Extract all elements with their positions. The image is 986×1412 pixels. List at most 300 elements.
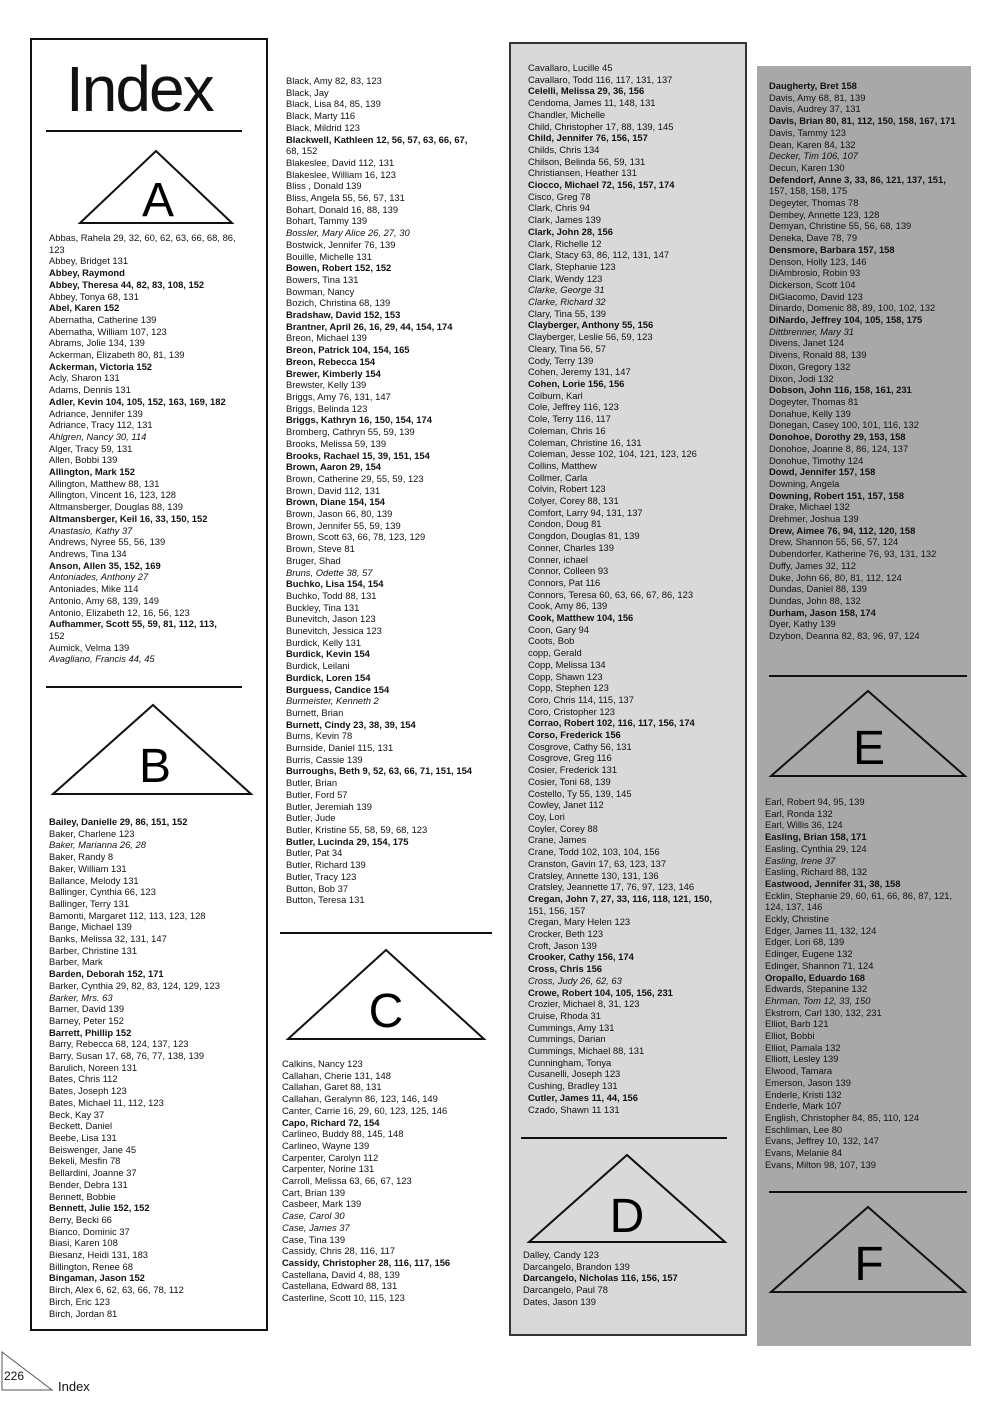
index-entry: Edger, James 11, 132, 124 bbox=[765, 924, 877, 936]
section-d-continued-entries bbox=[769, 80, 971, 642]
index-entry: Ballance, Melody 131 bbox=[49, 874, 139, 886]
index-entry: Cratsley, Jeannette 17, 76, 97, 123, 146 bbox=[528, 881, 695, 893]
index-entry: Carlineo, Buddy 88, 145, 148 bbox=[282, 1128, 404, 1140]
index-entry: Copp, Stephen 123 bbox=[528, 682, 609, 694]
index-entry: Brewer, Kimberly 154 bbox=[286, 367, 381, 379]
index-entry: Bowman, Nancy bbox=[286, 285, 355, 297]
index-entry: Coyler, Corey 88 bbox=[528, 822, 598, 834]
section-c-continued-entries bbox=[528, 62, 745, 1115]
index-entry: Evans, Melanie 84 bbox=[765, 1147, 843, 1159]
index-entry: Cosier, Toni 68, 139 bbox=[528, 775, 611, 787]
index-entry: Bowers, Tina 131 bbox=[286, 273, 359, 285]
index-entry: Brewster, Kelly 139 bbox=[286, 379, 367, 391]
index-entry: Crocker, Beth 123 bbox=[528, 928, 604, 940]
index-entry: Connor, Colleen 93 bbox=[528, 565, 609, 577]
index-entry: Bates, Chris 112 bbox=[49, 1073, 118, 1085]
section-rule-b bbox=[46, 686, 242, 688]
index-entry: Evans, Jeffrey 10, 132, 147 bbox=[765, 1135, 879, 1147]
index-entry: English, Christopher 84, 85, 110, 124 bbox=[765, 1111, 920, 1123]
index-entry: Clark, Wendy 123 bbox=[528, 272, 603, 284]
index-entry: Cross, Chris 156 bbox=[528, 963, 602, 975]
index-entry: Butler, Richard 139 bbox=[286, 859, 366, 871]
index-entry: Butler, Jude bbox=[286, 812, 336, 824]
index-entry: Brown, Jason 66, 80, 139 bbox=[286, 508, 393, 520]
index-entry: Buchko, Lisa 154, 154 bbox=[286, 578, 384, 590]
index-entry: Downing, Robert 151, 157, 158 bbox=[769, 489, 904, 501]
index-entry: Brooks, Rachael 15, 39, 151, 154 bbox=[286, 449, 430, 461]
index-entry: Buchko, Todd 88, 131 bbox=[286, 589, 377, 601]
index-entry: Deneka, Dave 78, 79 bbox=[769, 232, 858, 244]
index-entry: Dzybon, Deanna 82, 83, 96, 97, 124 bbox=[769, 630, 920, 642]
index-entry: Black, Marty 116 bbox=[286, 110, 356, 122]
section-rule-f bbox=[769, 1191, 967, 1193]
index-entry: Coro, Chris 114, 115, 137 bbox=[528, 693, 634, 705]
index-entry: Burdick, Kelly 131 bbox=[286, 636, 362, 648]
index-entry: Capo, Richard 72, 154 bbox=[282, 1116, 380, 1128]
index-entry: Elliott, Lesley 139 bbox=[765, 1053, 839, 1065]
index-entry: Child, Jennifer 76, 156, 157 bbox=[528, 132, 648, 144]
index-entry: Breon, Rebecca 154 bbox=[286, 355, 376, 367]
index-entry: Cendoma, James 11, 148, 131 bbox=[528, 97, 656, 109]
index-entry: Elwood, Tamara bbox=[765, 1065, 833, 1077]
index-entry: Edger, Lori 68, 139 bbox=[765, 936, 845, 948]
index-entry: Brown, David 112, 131 bbox=[286, 484, 381, 496]
index-entry: Enderle, Mark 107 bbox=[765, 1100, 842, 1112]
index-entry: Cook, Amy 86, 139 bbox=[528, 600, 608, 612]
index-entry: Bunevitch, Jessica 123 bbox=[286, 625, 382, 637]
index-entry: Allington, Mark 152 bbox=[49, 466, 135, 478]
index-entry: Barber, Christine 131 bbox=[49, 944, 138, 956]
index-entry: Black, Amy 82, 83, 123 bbox=[286, 75, 382, 86]
letter-a: A bbox=[141, 174, 175, 227]
index-entry: Barker, Mrs. 63 bbox=[49, 991, 113, 1003]
index-entry: Cosgrove, Greg 116 bbox=[528, 752, 612, 764]
index-entry: Butler, Brian bbox=[286, 777, 338, 789]
index-entry: Butler, Jeremiah 139 bbox=[286, 800, 372, 812]
index-entry: Dates, Jason 139 bbox=[523, 1295, 596, 1307]
index-entry: Cosier, Frederick 131 bbox=[528, 764, 618, 776]
section-c-entries bbox=[282, 1058, 502, 1304]
index-entry: Clark, Richelle 12 bbox=[528, 237, 602, 249]
index-entry: Elliot, Bobbi bbox=[765, 1030, 815, 1042]
letter-e-triangle bbox=[765, 688, 971, 784]
page-number: 226 bbox=[4, 1369, 25, 1383]
index-entry: Bliss , Donald 139 bbox=[286, 180, 362, 192]
index-entry: Cleary, Tina 56, 57 bbox=[528, 342, 606, 354]
index-entry: Bowen, Robert 152, 152 bbox=[286, 262, 392, 274]
index-entry: Bates, Joseph 123 bbox=[49, 1085, 127, 1097]
index-entry: Altmansberger, Keil 16, 33, 150, 152 bbox=[49, 512, 208, 524]
index-entry: Clary, Tina 55, 139 bbox=[528, 307, 606, 319]
index-entry: Andrews, Tina 134 bbox=[49, 547, 127, 559]
section-rule-d bbox=[521, 1137, 727, 1139]
index-entry: Crowe, Robert 104, 105, 156, 231 bbox=[528, 986, 673, 998]
index-entry: Bender, Debra 131 bbox=[49, 1178, 128, 1190]
index-entry: Butler, Pat 34 bbox=[286, 847, 343, 859]
index-entry: Beebe, Lisa 131 bbox=[49, 1131, 117, 1143]
index-entry: Cunningham, Tonya bbox=[528, 1056, 612, 1068]
index-entry: Birch, Alex 6, 62, 63, 66, 78, 112 bbox=[49, 1284, 184, 1296]
index-entry: Black, Lisa 84, 85, 139 bbox=[286, 98, 381, 110]
index-entry: Dundas, John 88, 132 bbox=[769, 594, 861, 606]
index-entry: Allen, Bobbi 139 bbox=[49, 454, 118, 466]
index-entry: Bamonti, Margaret 112, 113, 123, 128 bbox=[49, 909, 206, 921]
index-entry: Copp, Shawn 123 bbox=[528, 670, 603, 682]
letter-d: D bbox=[609, 1190, 645, 1243]
index-entry: Cole, Terry 116, 117 bbox=[528, 413, 611, 425]
index-entry: Chandler, Michelle bbox=[528, 108, 606, 120]
index-entry: Corso, Frederick 156 bbox=[528, 729, 621, 741]
index-entry: Crooker, Cathy 156, 174 bbox=[528, 951, 634, 963]
index-entry: Bekeli, Mesfin 78 bbox=[49, 1155, 121, 1167]
index-entry: Easling, Brian 158, 171 bbox=[765, 831, 867, 843]
index-entry: 123 bbox=[49, 243, 65, 255]
index-entry: Banks, Melissa 32, 131, 147 bbox=[49, 933, 167, 945]
index-entry: Crane, James bbox=[528, 834, 587, 846]
index-entry: Coy, Lori bbox=[528, 811, 565, 822]
index-entry: Colyer, Corey 88, 131 bbox=[528, 495, 619, 507]
index-entry: 157, 158, 158, 175 bbox=[769, 185, 848, 197]
index-entry: Carpenter, Carolyn 112 bbox=[282, 1151, 379, 1163]
index-entry: Ackerman, Elizabeth 80, 81, 139 bbox=[49, 349, 185, 361]
index-entry: Easling, Richard 88, 132 bbox=[765, 866, 868, 878]
index-entry: Casbeer, Mark 139 bbox=[282, 1198, 362, 1210]
index-entry: Cregan, John 7, 27, 33, 116, 118, 121, 150, bbox=[528, 892, 712, 904]
index-entry: Castellana, David 4, 88, 139 bbox=[282, 1268, 400, 1280]
index-entry: Dembey, Annette 123, 128 bbox=[769, 208, 880, 220]
index-entry: Birch, Eric 123 bbox=[49, 1295, 110, 1307]
index-entry: Allington, Matthew 88, 131 bbox=[49, 477, 160, 489]
index-entry: Cook, Matthew 104, 156 bbox=[528, 612, 634, 624]
index-entry: Altmansberger, Douglas 88, 139 bbox=[49, 501, 183, 513]
letter-b-triangle bbox=[47, 702, 257, 802]
index-entry: Carroll, Melissa 63, 66, 67, 123 bbox=[282, 1175, 412, 1187]
index-entry: Bossler, Mary Alice 26, 27, 30 bbox=[286, 227, 410, 239]
index-entry: Barrett, Phillip 152 bbox=[49, 1026, 132, 1038]
index-entry: Briggs, Kathryn 16, 150, 154, 174 bbox=[286, 414, 432, 426]
index-entry: Birch, Jordan 81 bbox=[49, 1307, 118, 1319]
index-entry: Carpenter, Norine 131 bbox=[282, 1163, 375, 1175]
index-entry: Eckly, Christine bbox=[765, 913, 829, 925]
index-entry: Collmer, Carla bbox=[528, 471, 588, 483]
section-rule-c bbox=[280, 932, 492, 934]
index-entry: Darcangelo, Nicholas 116, 156, 157 bbox=[523, 1272, 678, 1284]
index-entry: Clark, Stephanie 123 bbox=[528, 260, 616, 272]
index-entry: Decker, Tim 106, 107 bbox=[769, 150, 859, 162]
index-entry: Cosgrove, Cathy 56, 131 bbox=[528, 740, 632, 752]
index-entry: Dixon, Gregory 132 bbox=[769, 360, 851, 372]
index-entry: Callahan, Geralynn 86, 123, 146, 149 bbox=[282, 1093, 438, 1105]
index-entry: Cutler, James 11, 44, 156 bbox=[528, 1091, 638, 1103]
index-entry: Abbey, Tonya 68, 131 bbox=[49, 290, 139, 302]
index-entry: Coleman, Chris 16 bbox=[528, 424, 606, 436]
index-entry: Bruns, Odette 38, 57 bbox=[286, 566, 373, 578]
index-entry: Demyan, Christine 55, 56, 68, 139 bbox=[769, 220, 912, 232]
index-entry: Barker, Cynthia 29, 82, 83, 124, 129, 123 bbox=[49, 979, 220, 991]
index-entry: Cassidy, Christopher 28, 116, 117, 156 bbox=[282, 1256, 451, 1268]
index-entry: Darcangelo, Paul 78 bbox=[523, 1284, 608, 1296]
index-entry: Abel, Karen 152 bbox=[49, 302, 120, 314]
section-b-entries bbox=[49, 816, 266, 1319]
index-entry: Callahan, Cherie 131, 148 bbox=[282, 1069, 391, 1081]
index-entry: Antoniades, Anthony 27 bbox=[49, 571, 149, 583]
index-entry: Billington, Renee 68 bbox=[49, 1260, 133, 1272]
index-entry: Cavallaro, Todd 116, 117, 131, 137 bbox=[528, 73, 673, 85]
index-entry: Cushing, Bradley 131 bbox=[528, 1080, 618, 1092]
index-entry: Bianco, Dominic 37 bbox=[49, 1225, 130, 1237]
index-entry: Burris, Cassie 139 bbox=[286, 753, 363, 765]
index-entry: Bozich, Christina 68, 139 bbox=[286, 297, 391, 309]
index-entry: Callahan, Garet 88, 131 bbox=[282, 1081, 382, 1093]
index-entry: DiGiacomo, David 123 bbox=[769, 290, 863, 302]
index-entry: Christiansen, Heather 131 bbox=[528, 167, 637, 179]
index-entry: Baker, Marianna 26, 28 bbox=[49, 839, 146, 851]
index-entry: Cummings, Darian bbox=[528, 1033, 606, 1045]
index-entry: Allington, Vincent 16, 123, 128 bbox=[49, 489, 177, 501]
index-entry: Clayberger, Anthony 55, 156 bbox=[528, 319, 654, 331]
index-entry: Burdick, Kevin 154 bbox=[286, 648, 370, 660]
index-entry: Darcangelo, Brandon 139 bbox=[523, 1260, 630, 1272]
index-entry: Carlineo, Wayne 139 bbox=[282, 1139, 370, 1151]
index-entry: DiNardo, Jeffrey 104, 105, 158, 175 bbox=[769, 314, 923, 326]
index-entry: Bradshaw, David 152, 153 bbox=[286, 309, 401, 321]
index-entry: Ackerman, Victoria 152 bbox=[49, 360, 153, 372]
index-entry: Case, Carol 30 bbox=[282, 1210, 345, 1222]
index-entry: Calkins, Nancy 123 bbox=[282, 1058, 363, 1069]
index-entry: Elliot, Pamala 132 bbox=[765, 1041, 841, 1053]
footer-label: Index bbox=[58, 1379, 90, 1394]
index-entry: Barney, Peter 152 bbox=[49, 1014, 124, 1026]
index-entry: Crane, Todd 102, 103, 104, 156 bbox=[528, 846, 660, 858]
index-entry: Cody, Terry 139 bbox=[528, 354, 594, 366]
index-column-c-d bbox=[509, 42, 747, 1336]
index-entry: Chilson, Belinda 56, 59, 131 bbox=[528, 155, 646, 167]
letter-d-triangle bbox=[521, 1152, 733, 1252]
index-entry: Barry, Susan 17, 68, 76, 77, 138, 139 bbox=[49, 1050, 205, 1062]
index-entry: 152 bbox=[49, 629, 65, 641]
index-entry: Davis, Brian 80, 81, 112, 150, 158, 167, 171 bbox=[769, 115, 956, 127]
index-entry: Cummings, Amy 131 bbox=[528, 1021, 615, 1033]
index-entry: Clark, James 139 bbox=[528, 214, 601, 226]
index-entry: Coots, Bob bbox=[528, 635, 575, 647]
index-entry: Casterline, Scott 10, 115, 123 bbox=[282, 1292, 405, 1304]
letter-f-triangle bbox=[765, 1204, 971, 1300]
section-a-entries bbox=[49, 232, 266, 665]
index-entry: 151, 156, 157 bbox=[528, 904, 586, 916]
index-entry: Eastwood, Jennifer 31, 38, 158 bbox=[765, 877, 901, 889]
index-entry: Donegan, Casey 100, 101, 116, 132 bbox=[769, 419, 919, 431]
index-entry: Celelli, Melissa 29, 36, 156 bbox=[528, 85, 645, 97]
index-entry: Abbey, Theresa 44, 82, 83, 108, 152 bbox=[49, 278, 205, 290]
index-entry: Easling, Cynthia 29, 124 bbox=[765, 842, 867, 854]
index-entry: Cranston, Gavin 17, 63, 123, 137 bbox=[528, 857, 667, 869]
index-column-b-c bbox=[270, 55, 502, 1345]
index-entry: Drew, Shannon 55, 56, 57, 124 bbox=[769, 536, 899, 548]
index-entry: Cassidy, Chris 28, 116, 117 bbox=[282, 1245, 396, 1257]
index-entry: Defendorf, Anne 3, 33, 86, 121, 137, 151, bbox=[769, 173, 946, 185]
index-entry: Dean, Karen 84, 132 bbox=[769, 138, 856, 150]
index-entry: Childs, Chris 134 bbox=[528, 143, 600, 155]
index-entry: Aumick, Velma 139 bbox=[49, 641, 130, 653]
index-entry: Burguess, Candice 154 bbox=[286, 683, 390, 695]
index-entry: Aufhammer, Scott 55, 59, 81, 112, 113, bbox=[49, 618, 217, 630]
section-b-continued-entries bbox=[286, 75, 502, 906]
letter-c-triangle bbox=[280, 947, 492, 1047]
letter-e: E bbox=[852, 722, 886, 775]
index-entry: Burmeister, Kenneth 2 bbox=[286, 695, 379, 707]
index-entry: Bromberg, Cathryn 55, 59, 139 bbox=[286, 426, 415, 438]
index-entry: Decun, Karen 130 bbox=[769, 161, 845, 173]
index-entry: Black, Mildrid 123 bbox=[286, 121, 360, 133]
index-entry: Case, James 37 bbox=[282, 1221, 350, 1233]
index-entry: Cohen, Jeremy 131, 147 bbox=[528, 366, 631, 378]
index-entry: Butler, Lucinda 29, 154, 175 bbox=[286, 835, 409, 847]
index-entry: Bailey, Danielle 29, 86, 151, 152 bbox=[49, 816, 188, 827]
index-entry: Beck, Kay 37 bbox=[49, 1108, 105, 1120]
index-entry: Burnside, Daniel 115, 131 bbox=[286, 742, 394, 754]
index-entry: Baker, Charlene 123 bbox=[49, 827, 135, 839]
index-entry: Burroughs, Beth 9, 52, 63, 66, 71, 151, 154 bbox=[286, 765, 473, 777]
index-entry: copp, Gerald bbox=[528, 647, 582, 659]
index-entry: Conner, Charles 139 bbox=[528, 541, 614, 553]
index-entry: Baker, William 131 bbox=[49, 862, 127, 874]
index-entry: Burnett, Brian bbox=[286, 706, 344, 718]
index-entry: Evans, Milton 98, 107, 139 bbox=[765, 1158, 877, 1170]
index-entry: Costello, Ty 55, 139, 145 bbox=[528, 787, 632, 799]
index-entry: Burdick, Leilani bbox=[286, 660, 350, 672]
index-entry: Donohoe, Dorothy 29, 153, 158 bbox=[769, 431, 906, 443]
index-entry: Bingaman, Jason 152 bbox=[49, 1272, 145, 1284]
index-entry: Blakeslee, William 16, 123 bbox=[286, 168, 396, 180]
index-entry: Adams, Dennis 131 bbox=[49, 384, 131, 396]
index-entry: Cregan, Mary Helen 123 bbox=[528, 916, 631, 928]
index-entry: Collins, Matthew bbox=[528, 459, 597, 471]
index-entry: Earl, Willis 36, 124 bbox=[765, 819, 843, 831]
index-entry: Divens, Ronald 88, 139 bbox=[769, 349, 867, 361]
index-entry: Comfort, Larry 94, 131, 137 bbox=[528, 506, 643, 518]
index-entry: Buckley, Tina 131 bbox=[286, 601, 360, 613]
index-entry: Coro, Cristopher 123 bbox=[528, 705, 616, 717]
index-entry: Anson, Allen 35, 152, 169 bbox=[49, 559, 161, 571]
index-entry: Degeyter, Thomas 78 bbox=[769, 197, 859, 209]
index-entry: Butler, Kristine 55, 58, 59, 68, 123 bbox=[286, 824, 428, 835]
index-entry: Baker, Randy 8 bbox=[49, 851, 114, 863]
index-entry: Burnett, Cindy 23, 38, 39, 154 bbox=[286, 718, 416, 730]
index-column-a-b bbox=[30, 38, 268, 1331]
index-entry: Duke, John 66, 80, 81, 112, 124 bbox=[769, 571, 902, 583]
index-entry: Beiswenger, Jane 45 bbox=[49, 1143, 137, 1155]
index-entry: Crozier, Michael 8, 31, 123 bbox=[528, 998, 640, 1010]
section-d-entries bbox=[523, 1249, 745, 1308]
index-entry: Alger, Tracy 59, 131 bbox=[49, 442, 133, 454]
index-entry: Copp, Melissa 134 bbox=[528, 658, 606, 670]
index-entry: Bostwick, Jennifer 76, 139 bbox=[286, 238, 396, 250]
index-entry: Button, Teresa 131 bbox=[286, 894, 365, 906]
index-entry: Castellana, Edward 88, 131 bbox=[282, 1280, 398, 1292]
index-entry: Avagliano, Francis 44, 45 bbox=[49, 653, 155, 665]
index-entry: Dyer, Kathy 139 bbox=[769, 618, 836, 630]
index-entry: Adriance, Jennifer 139 bbox=[49, 407, 143, 419]
index-entry: Briggs, Amy 76, 131, 147 bbox=[286, 390, 391, 402]
index-entry: Abbey, Raymond bbox=[49, 267, 125, 279]
index-entry: Divens, Janet 124 bbox=[769, 337, 845, 349]
index-entry: Brantner, April 26, 16, 29, 44, 154, 174 bbox=[286, 320, 453, 332]
index-entry: Brown, Scott 63, 66, 78, 123, 129 bbox=[286, 531, 426, 543]
index-entry: Ehrman, Tom 12, 33, 150 bbox=[765, 994, 871, 1006]
index-entry: Duffy, James 32, 112 bbox=[769, 559, 857, 571]
index-entry: Cratsley, Annette 130, 131, 136 bbox=[528, 869, 659, 881]
index-entry: Colburn, Karl bbox=[528, 389, 583, 401]
index-entry: Drew, Aimee 76, 94, 112, 120, 158 bbox=[769, 524, 916, 536]
index-entry: Breon, Patrick 104, 154, 165 bbox=[286, 344, 410, 356]
title-rule bbox=[46, 130, 242, 132]
index-entry: Brooks, Melissa 59, 139 bbox=[286, 437, 387, 449]
index-entry: Croft, Jason 139 bbox=[528, 939, 597, 951]
index-entry: Bennett, Bobbie bbox=[49, 1190, 116, 1202]
index-entry: Coon, Gary 94 bbox=[528, 623, 589, 635]
index-entry: Drake, Michael 132 bbox=[769, 501, 850, 513]
letter-b: B bbox=[138, 740, 172, 793]
index-entry: Dowd, Jennifer 157, 158 bbox=[769, 466, 876, 478]
index-entry: Anastasio, Kathy 37 bbox=[49, 524, 133, 536]
index-entry: Dubendorfer, Katherine 76, 93, 131, 132 bbox=[769, 548, 937, 560]
index-entry: Donohoe, Joanne 8, 86, 124, 137 bbox=[769, 442, 909, 454]
index-entry: Black, Jay bbox=[286, 86, 329, 98]
index-entry: Corrao, Robert 102, 116, 117, 156, 174 bbox=[528, 717, 695, 729]
index-entry: Ballinger, Cynthia 66, 123 bbox=[49, 886, 156, 898]
index-entry: Ahlgren, Nancy 30, 114 bbox=[49, 430, 147, 442]
index-entry: Antonio, Elizabeth 12, 16, 56, 123 bbox=[49, 606, 190, 618]
index-entry: Davis, Audrey 37, 131 bbox=[769, 103, 861, 115]
index-entry: Colvin, Robert 123 bbox=[528, 483, 606, 495]
index-entry: Cross, Judy 26, 62, 63 bbox=[528, 974, 622, 986]
index-entry: Earl, Ronda 132 bbox=[765, 807, 833, 819]
index-entry: Enderle, Kristi 132 bbox=[765, 1088, 842, 1100]
index-entry: Bunevitch, Jason 123 bbox=[286, 613, 376, 625]
section-rule-e bbox=[769, 675, 967, 677]
section-e-entries bbox=[765, 796, 971, 1171]
index-entry: Clayberger, Leslie 56, 59, 123 bbox=[528, 331, 653, 343]
index-entry: Ballinger, Terry 131 bbox=[49, 897, 130, 909]
index-entry: Burns, Kevin 78 bbox=[286, 730, 353, 742]
index-entry: Cummings, Michael 88, 131 bbox=[528, 1045, 645, 1057]
index-entry: Dundas, Daniel 88, 139 bbox=[769, 583, 867, 595]
index-entry: Dickerson, Scott 104 bbox=[769, 278, 856, 290]
index-entry: Ekstrom, Carl 130, 132, 231 bbox=[765, 1006, 882, 1018]
index-entry: Elliot, Barb 121 bbox=[765, 1018, 829, 1030]
index-entry: Edinger, Shannon 71, 124 bbox=[765, 959, 874, 971]
index-entry: Butler, Tracy 123 bbox=[286, 870, 357, 882]
index-entry: Biasi, Karen 108 bbox=[49, 1237, 118, 1249]
index-entry: Abbey, Bridget 131 bbox=[49, 255, 129, 267]
index-entry: Biesanz, Heidi 131, 183 bbox=[49, 1249, 149, 1261]
index-entry: Coleman, Christine 16, 131 bbox=[528, 436, 642, 448]
index-entry: Barulich, Noreen 131 bbox=[49, 1061, 138, 1073]
index-entry: Conner, ichael bbox=[528, 553, 588, 565]
index-entry: Clark, Stacy 63, 86, 112, 131, 147 bbox=[528, 249, 670, 261]
index-entry: Cowley, Janet 112 bbox=[528, 799, 604, 811]
index-entry: Brown, Jennifer 55, 59, 139 bbox=[286, 519, 401, 531]
index-entry: Edwards, Stepanine 132 bbox=[765, 983, 868, 995]
index-entry: Cruise, Rhoda 31 bbox=[528, 1009, 601, 1021]
index-entry: Barber, Mark bbox=[49, 956, 103, 968]
index-entry: Briggs, Belinda 123 bbox=[286, 402, 368, 414]
index-entry: Bliss, Angela 55, 56, 57, 131 bbox=[286, 192, 405, 204]
index-entry: Condon, Doug 81 bbox=[528, 518, 602, 530]
index-entry: Clark, Chris 94 bbox=[528, 202, 590, 214]
index-entry: Bohart, Tammy 139 bbox=[286, 215, 368, 227]
index-entry: Barden, Deborah 152, 171 bbox=[49, 968, 164, 980]
